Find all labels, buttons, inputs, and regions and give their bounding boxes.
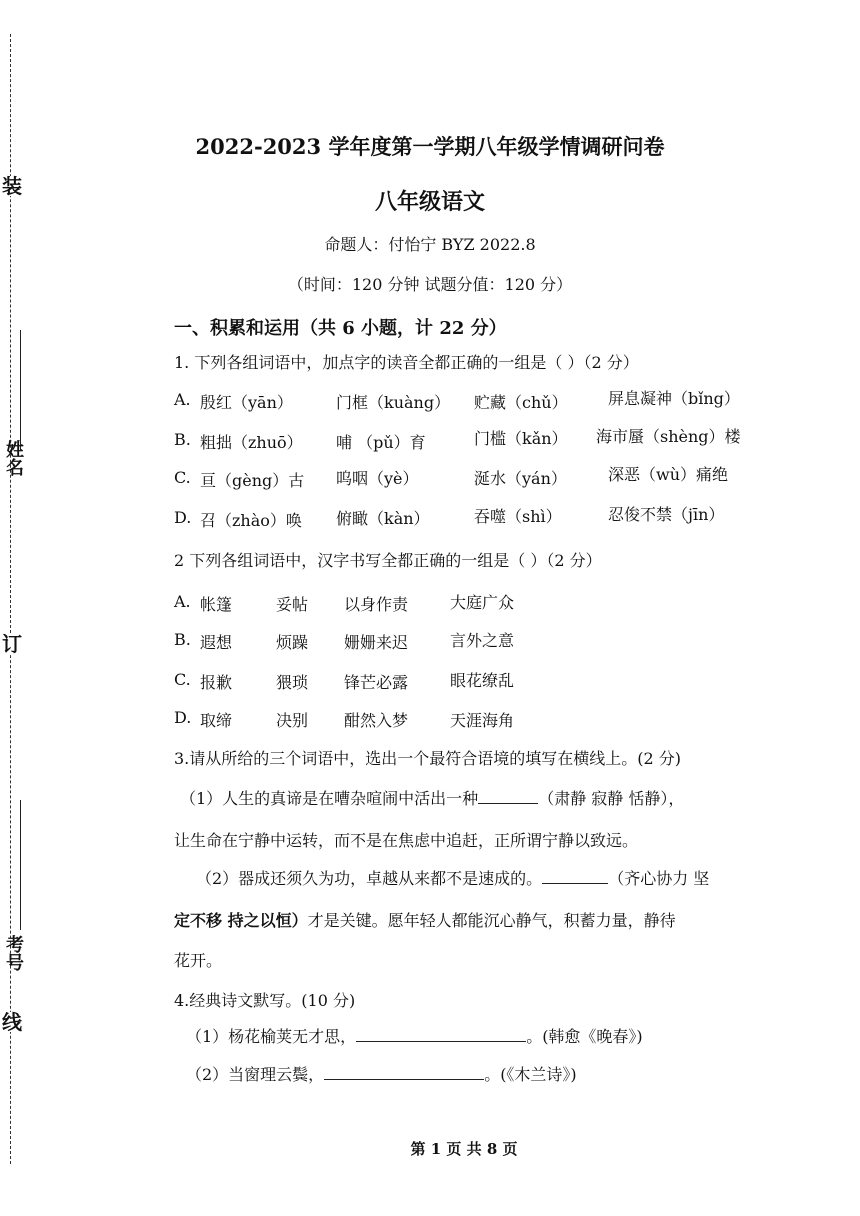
q4-line-1-source: 。(韩愈《晚春》) [526,1027,643,1046]
q2-b-word-3: 姗姗来迟 [344,633,409,652]
q1-a-word-2: 门框（kuàng） [336,393,451,412]
q1-d-word-1: 召（zhào）唤 [200,511,302,530]
q1-c-word-1: 亘（gèng）古 [200,471,305,490]
option-letter: C. [174,670,191,689]
q3-part-1-line-2: 让生命在宁静中运转，而不是在焦虑中追赶，正所谓宁静以致远。 [174,831,639,850]
author-line: 命题人：付怡宁 BYZ 2022.8 [324,235,536,254]
q2-c-word-2: 猥琐 [276,673,309,692]
q4-line-2-text: （2）当窗理云鬓， [186,1065,325,1084]
option-letter: B. [174,630,191,649]
exam-title: 2022-2023 学年度第一学期八年级学情调研问卷 [195,134,665,159]
q2-d-word-2: 决别 [276,711,309,730]
exam-number-field-label: 考号 [3,935,24,971]
q4-stem: 4.经典诗文默写。(10 分) [174,991,356,1010]
q2-c-word-4: 眼花缭乱 [450,671,515,690]
q3-part-2-choices-cont: 定不移 持之以恒） [174,911,308,930]
binding-margin [0,0,60,1216]
binding-char-zhuang: 装 [2,174,22,198]
binding-char-xian: 线 [2,1010,22,1034]
q1-b-word-1: 粗拙（zhuō） [200,433,303,452]
q3-part-2-line-1 [196,866,709,889]
q4-line-1-blank[interactable] [356,1027,526,1042]
q2-d-word-4: 天涯海角 [450,711,515,730]
q1-d-word-4: 忍俊不禁（jīn） [608,505,725,524]
option-letter: A. [174,390,191,409]
q4-line-2-source: 。(《木兰诗》) [484,1065,577,1084]
q2-b-word-2: 烦躁 [276,633,309,652]
q1-d-word-3: 吞噬（shì） [474,507,562,526]
q2-c-word-1: 报歉 [200,673,233,692]
binding-char-ding: 订 [2,632,22,656]
name-field-label: 姓名 [3,440,24,476]
exam-number-field-line[interactable] [20,800,21,930]
q3-part-2-line-2 [174,908,676,931]
q3-part-1-text: （1）人生的真谛是在嘈杂喧闹中活出一种 [180,789,479,808]
q1-a-word-4: 屏息凝神（bǐng） [608,389,740,408]
q1-b-word-4: 海市蜃（shèng）楼 [596,427,741,446]
q3-part-2-blank[interactable] [542,869,608,884]
q2-c-word-3: 锋芒必露 [344,673,409,692]
q3-stem: 3.请从所给的三个词语中，选出一个最符合语境的填写在横线上。(2 分) [174,749,682,768]
q1-b-word-2: 哺 （pǔ）育 [336,433,426,452]
time-score-line: （时间：120 分钟 试题分值：120 分） [287,275,573,294]
option-letter: D. [174,708,192,727]
subject-title: 八年级语文 [374,189,485,215]
q2-stem: 2 下列各组词语中，汉字书写全都正确的一组是（ ）（2 分） [174,551,602,570]
q4-line-2 [186,1062,577,1085]
q1-b-word-3: 门槛（kǎn） [474,429,568,448]
option-letter: A. [174,592,191,611]
q1-a-word-1: 殷红（yān） [200,393,293,412]
page-footer: 第 1 页 共 8 页 [410,1140,518,1158]
q1-a-word-3: 贮藏（chǔ） [474,393,568,412]
q3-part-2-text: （2）器成还须久为功，卓越从来都不是速成的。 [196,869,543,888]
q2-a-word-4: 大庭广众 [450,593,515,612]
q2-b-word-1: 遐想 [200,633,233,652]
q2-d-word-3: 酣然入梦 [344,711,409,730]
option-letter: D. [174,508,192,527]
q3-part-2-choices: （齐心协力 坚 [608,869,710,888]
q2-a-word-2: 妥帖 [276,595,309,614]
q2-a-word-1: 帐篷 [200,595,233,614]
q1-c-word-2: 呜咽（yè） [336,469,419,488]
q4-line-2-blank[interactable] [324,1065,484,1080]
q4-line-1-text: （1）杨花榆荚无才思， [186,1027,357,1046]
q4-line-1 [186,1024,643,1047]
q2-d-word-1: 取缔 [200,711,233,730]
q2-b-word-4: 言外之意 [450,631,515,650]
q3-part-1-choices: （肃静 寂静 恬静）， [538,789,685,808]
option-letter: C. [174,468,191,487]
q2-a-word-3: 以身作责 [344,595,409,614]
name-field-line[interactable] [20,330,21,450]
q3-part-1-blank[interactable] [478,789,538,804]
option-letter: B. [174,430,191,449]
q3-part-2-text-cont: 才是关键。愿年轻人都能沉心静气，积蓄力量，静待 [307,911,676,930]
section-1-heading: 一、积累和运用（共 6 小题，计 22 分） [174,318,507,339]
q1-d-word-2: 俯瞰（kàn） [336,509,430,528]
q1-stem: 1. 下列各组词语中，加点字的读音全都正确的一组是（ ）（2 分） [174,353,639,372]
q3-part-1-line-1 [180,786,684,809]
q3-part-2-line-3: 花开。 [174,951,223,970]
q1-c-word-4: 深恶（wù）痛绝 [608,465,729,484]
q1-c-word-3: 涎水（yán） [474,469,567,488]
